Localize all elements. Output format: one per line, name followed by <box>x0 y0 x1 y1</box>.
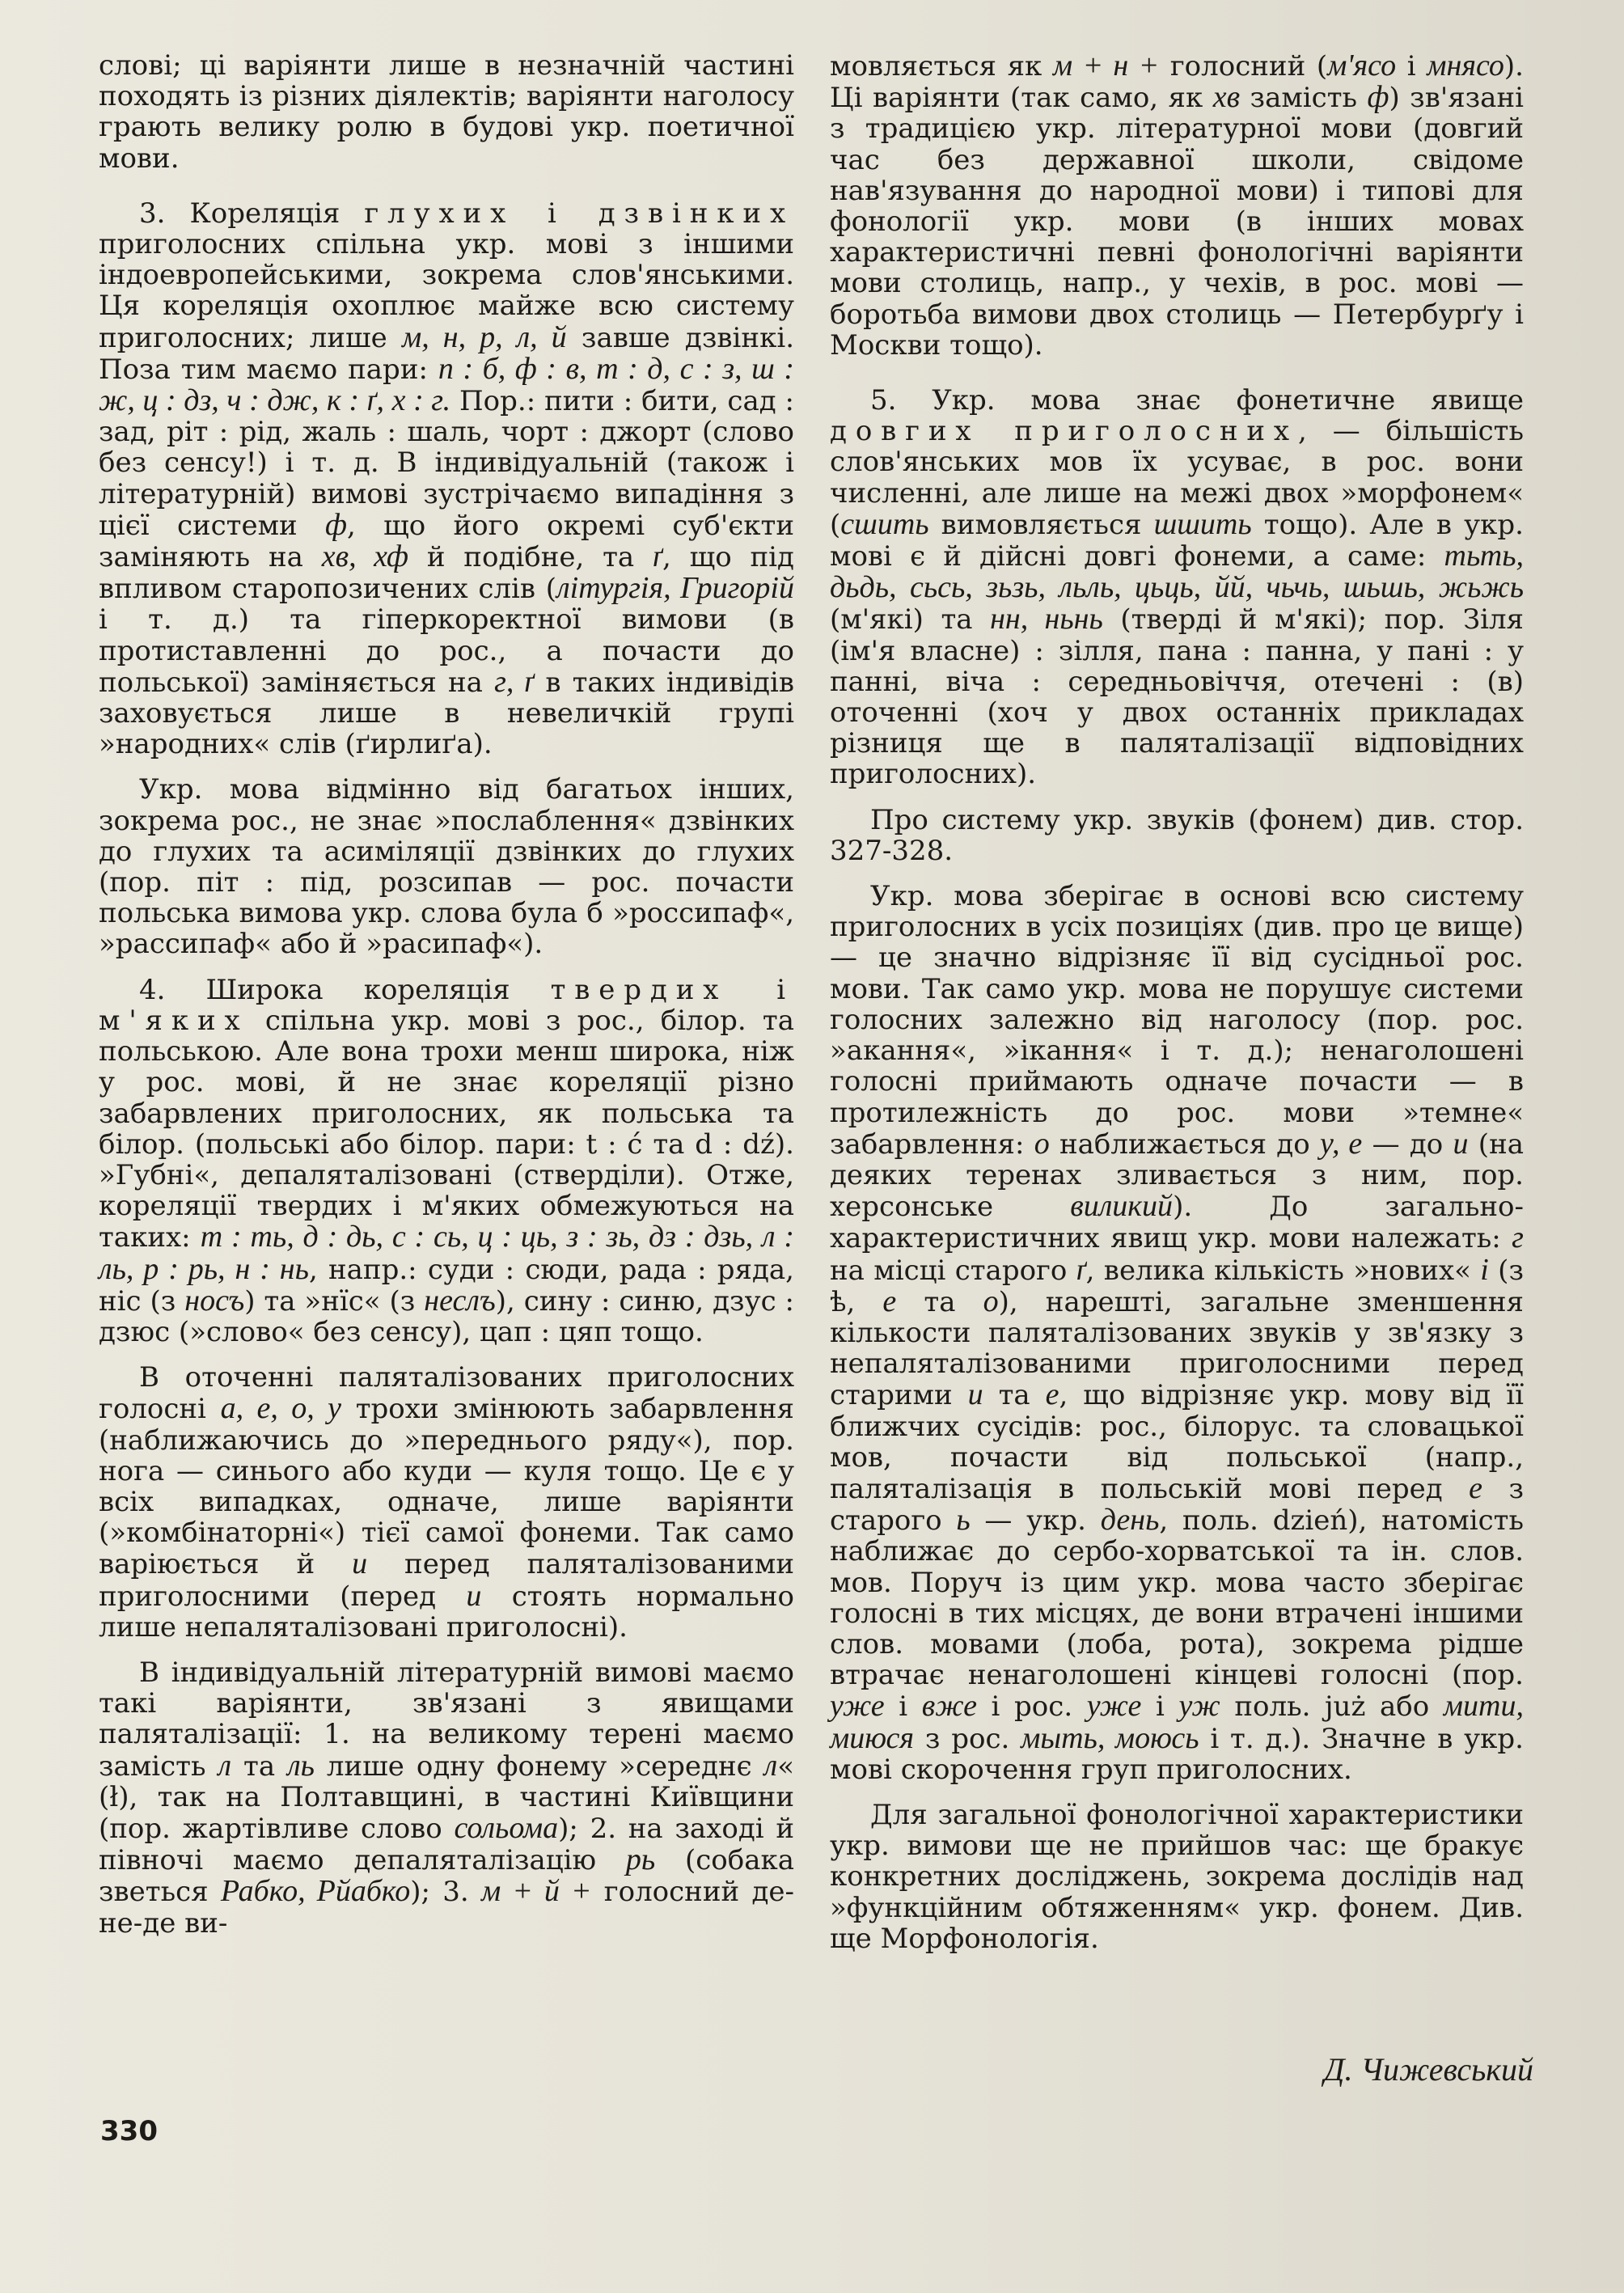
paragraph: В індивідуальній літературній вимові маємо такі варіянти, зв'язані з явищами паляталізації: 1. на великому терені маємо замість л та ль лише одну фонему »середнє л« (ł), так на Полтавщині, в частині Київщини (пор. жартівливе слово сольома); 2. на заході й півночі маємо депаляталізацію рь (собака зветься Рабко, Рйабко); 3. м + й + голосний де-не-де ви- <box>99 1656 795 1940</box>
paragraph: 4. Широка кореляція твердих і м'яких спільна укр. мові з рос., білор. та польською. Але вона трохи менш широка, ніж у рос. мові, й не знає кореляції різно забарвлених приголосних, як польська та білор. (польські або білор. пари: t : ć та d : dź). »Губні«, депаляталізовані (стверділи). Отже, кореляції твердих і м'яких обмежуються на таких: т : ть, д : дь, с : сь, ц : ць, з : зь, дз : дзь, л : ль, р : рь, н : нь, напр.: суди : сюди, рада : ряда, ніс (з носъ) та »нїс« (з неслъ), сину : синю, дзус : дзюс (»слово« без сенсу), цап : цяп тощо. <box>99 973 794 1348</box>
paragraph: 5. Укр. мова знає фонетичне явище довгих приголосних, — більшість слов'янських мов їх усуває, в рос. вони численні, але лише на межі двох »морфонем« (сшить вимовляється шшить тощо). Але в укр. мові є й дійсні довгі фонеми, а саме: тьть, дьдь, сьсь, зьзь, льль, цьць, йй, чьчь, шьшь, жьжь (м'які) та нн, ньнь (тверді й м'які); пор. Зіля (ім'я власне) : зілля, пана : панна, у пані : у панні, віча : середньовіччя, отечені : (в) оточенні (хоч у двох останніх прикладах різниця ще в паляталізації відповідних приголосних). <box>830 384 1524 791</box>
right-column <box>830 50 1524 1969</box>
page-number: 330 <box>100 2115 158 2147</box>
paragraph: мовляється як м + н + голосний (м'ясо і мнясо). Ці варіянти (так само, як хв замість ф) зв'язані з традицією укр. літературної мови (довгий час без державної школи, свідоме нав'язування до народної мови) і типові для фонології укр. мови (в інших мовах характеристичні певні фонологічні варіянти мови столиць, напр., у чехів, в рос. мові — боротьба вимови двох столиць — Петербурґу і Москви тощо). <box>830 49 1524 362</box>
paragraph: Про систему укр. звуків (фонем) див. стор. 327-328. <box>830 803 1524 867</box>
paragraph: Укр. мова зберігає в основі всю систему приголосних в усіх позиціях (див. про це вище) — це значно відрізняє її від сусідньої рос. мови. Так само укр. мова не порушує системи голосних залежно від наголосу (пор. рос. »акання«, »ікання« і т. д.); ненаголошені голосні приймають одначе почасти — в протилежність до рос. мови »темне« забарвлення: о наближається до у, е — до и (на деяких теренах зливається з ним, пор. херсонське виликий). До загально-характеристичних явищ укр. мови належать: г на місці старого ґ, велика кількість »нових« і (з ѣ, е та о), нарешті, загальне зменшення кількости паляталізованих звуків у зв'язку з непаляталізованими приголосними перед старими и та е, що відрізняє укр. мову від її ближчих сусідів: рос., білорус. та словацької мов, почасти від польської (напр., паляталізація в польській мові перед е з старого ь — укр. день, поль. dzień), натомість наближає до сербо-хорватської та ін. слов. мов. Поруч із цим укр. мова часто зберігає голосні в тих місцях, де вони втрачені іншими слов. мовами (лоба, рота), зокрема рідше втрачає ненаголошені кінцеві голосні (пор. уже і вже і рос. уже і уж поль. już або мити, миюся з рос. мыть, моюсь і т. д.). Значне в укр. мові скорочення груп приголосних. <box>830 880 1525 1786</box>
paragraph: Для загальної фонологічної характеристики укр. вимови ще не прийшов час: ще бракує конкретних досліджень, зокрема дослідів над »функційним обтяженням« укр. фонем. Див. ще Морфонологія. <box>830 1798 1524 1955</box>
paragraph: Укр. мова відмінно від багатьох інших, зокрема рос., не знає »послаблення« дзвінких до глухих та асиміляції дзвінких до глухих (пор. піт : під, розсипав — рос. почасти польська вимова укр. слова була б »россипаф«, »рассипаф« або й »расипаф«). <box>99 773 794 961</box>
left-column <box>99 50 794 1953</box>
paragraph: слові; ці варіянти лише в незначній частині походять із різних діялектів; варіянти наголосу грають велику ролю в будові укр. поетичної мови. <box>99 49 794 175</box>
paragraph: 3. Кореляція глухих і дзвінких приголосних спільна укр. мові з іншими індоевропейськими, зокрема слов'янськими. Ця кореляція охоплює майже всю систему приголосних; лише м, н, р, л, й завше дзвінкі. Поза тим маємо пари: п : б, ф : в, т : д, с : з, ш : ж, ц : дз, ч : дж, к : ґ, х : г. Пор.: пити : бити, сад : зад, рiт : рід, жаль : шаль, чорт : джорт (слово без сенсу!) і т. д. В індивідуальній (також і літературній) вимові зустрічаємо випадіння з цієї системи ф, що його окремі суб'єкти заміняють на хв, хф й подібне, та ґ, що під впливом старопозичених слів (літургія, Григорій і т. д.) та гіперкоректної вимови (в протиставленні до рос., а почасти до польської) заміняється на г, ґ в таких індивідів заховується лише в невеличкій групі »народних« слів (ґирлиґа). <box>99 197 795 761</box>
paragraph: В оточенні паляталізованих приголосних голосні а, е, о, у трохи змінюють забарвлення (наближаючись до »переднього ряду«), пор. нога — синього або куди — куля тощо. Це є у всіх випадках, одначе, лише варіянти (»комбінаторні«) тієї самої фонеми. Так само варіюється й и перед паляталізованими приголосними (перед и стоять нормально лише непаляталізовані приголосні). <box>99 1361 795 1644</box>
author-signature: Д. Чижевський <box>1324 2051 1533 2088</box>
